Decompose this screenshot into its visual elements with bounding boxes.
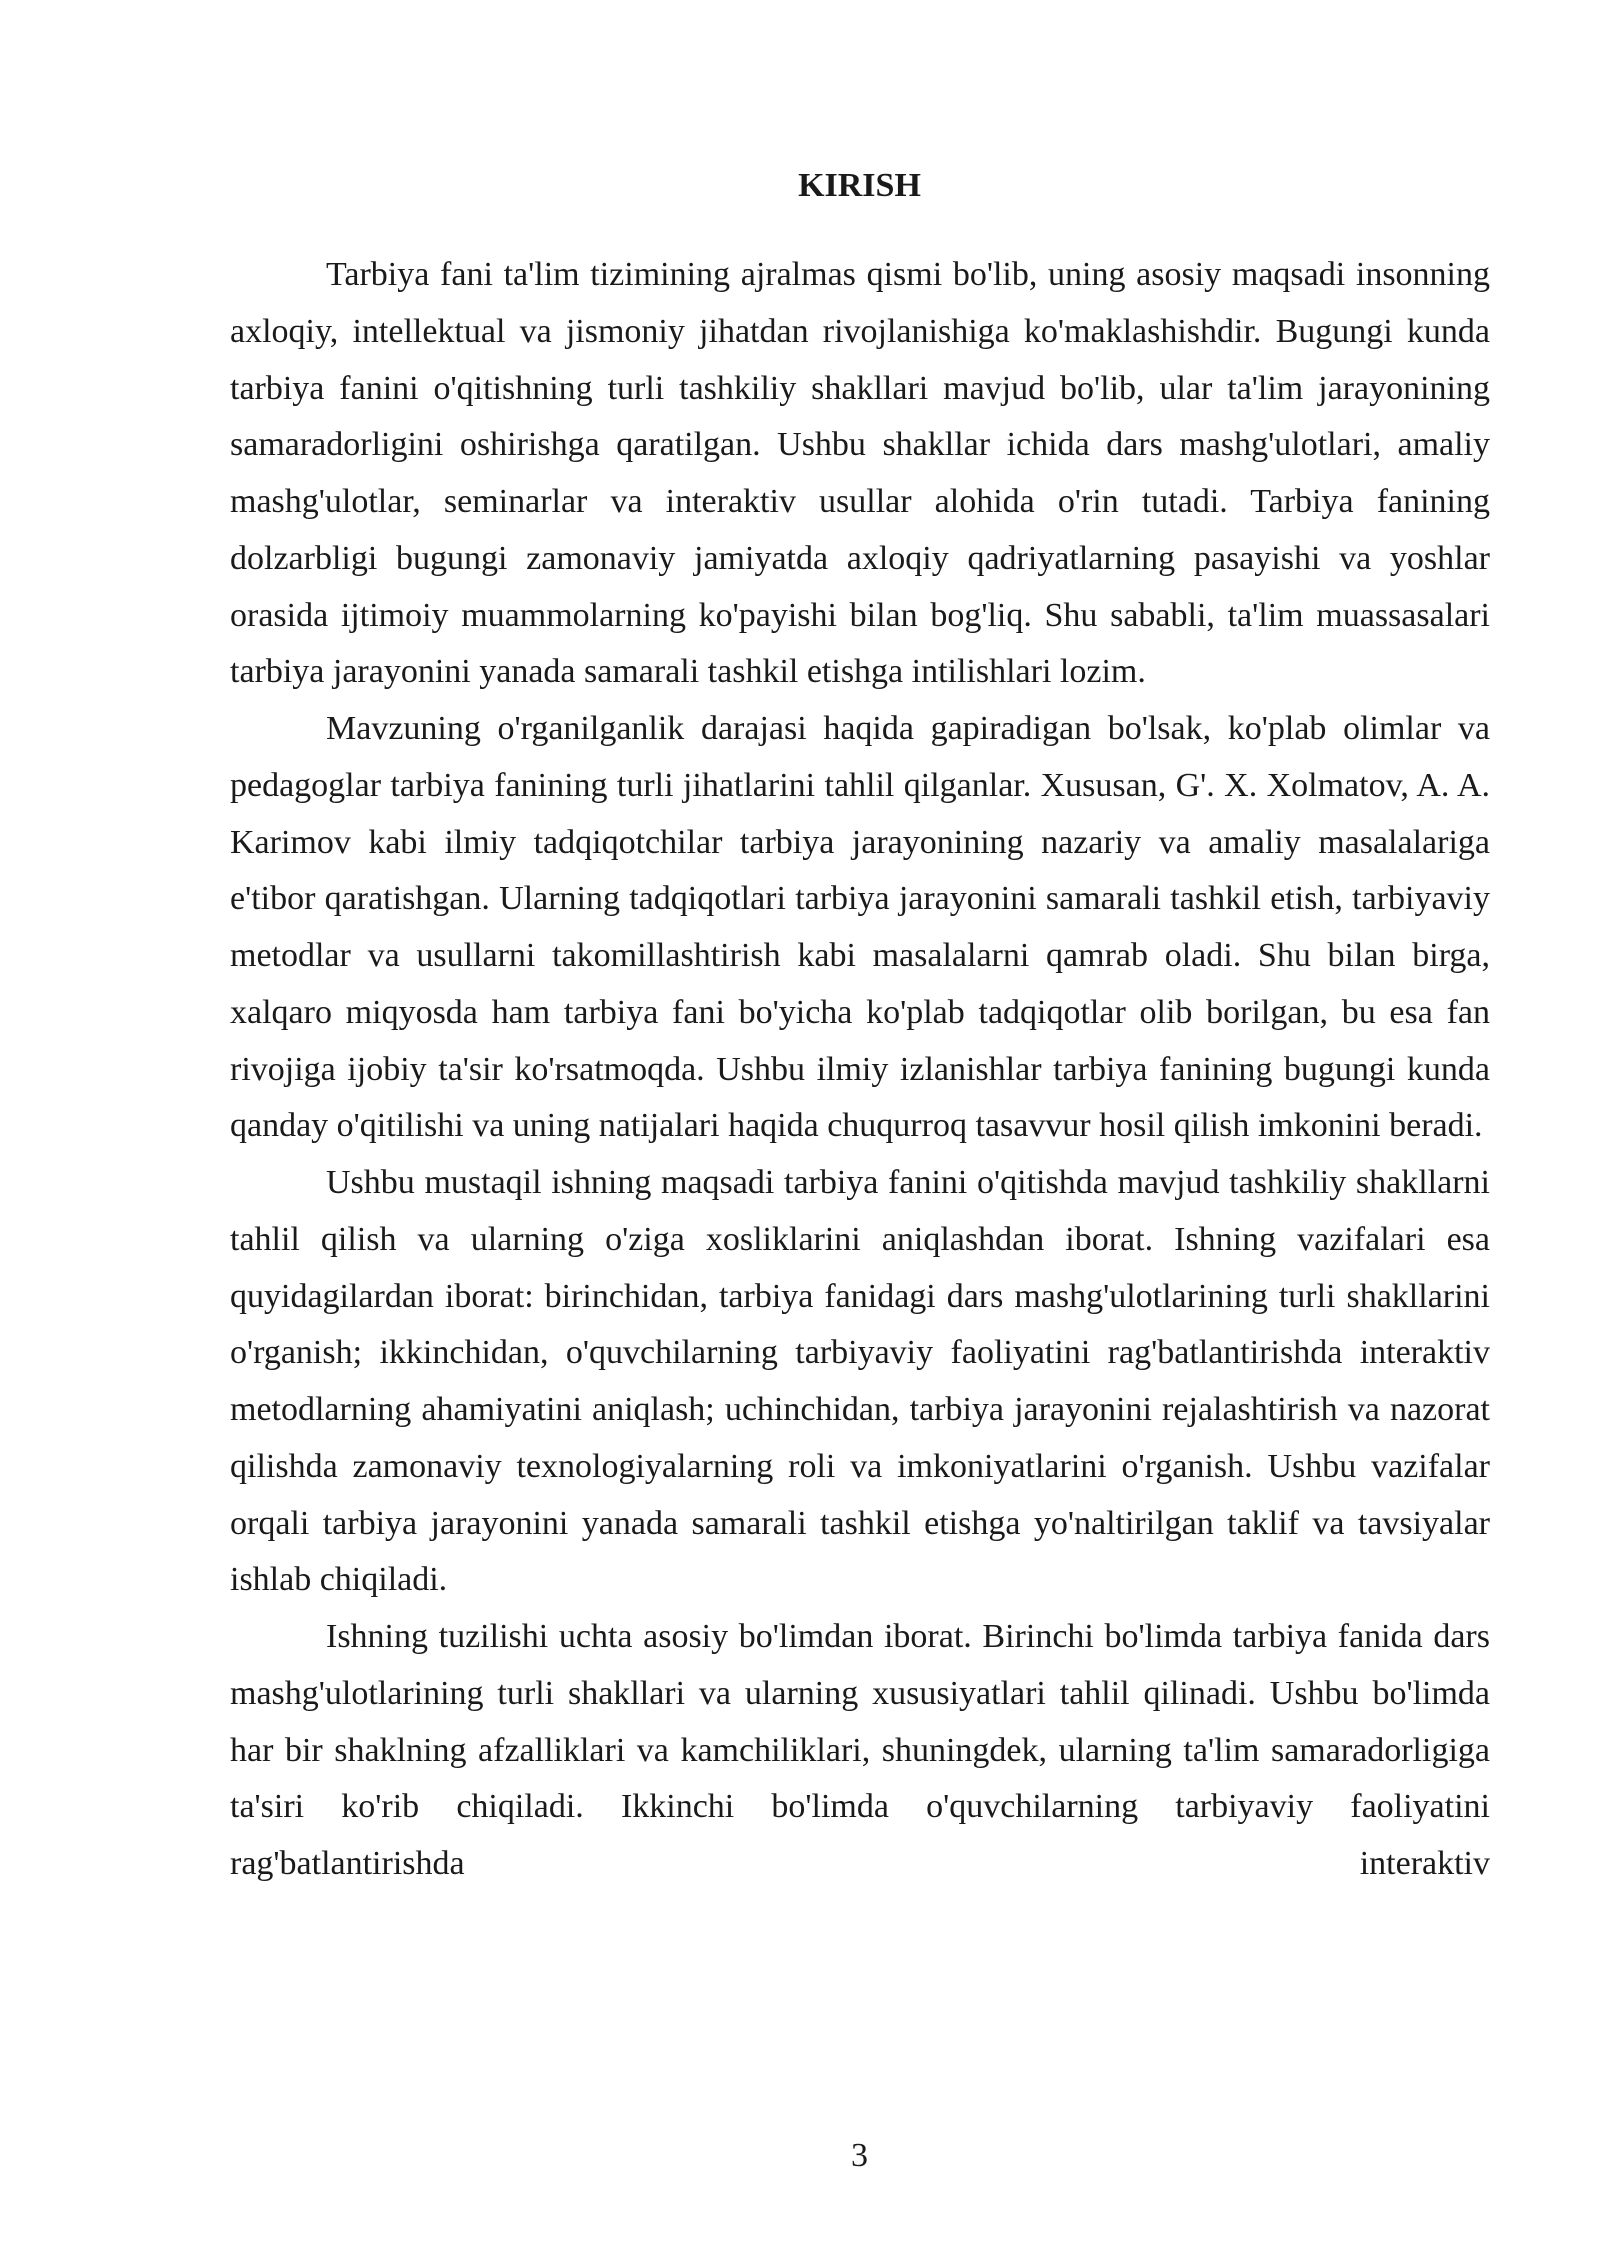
paragraph-aims-and-tasks: Ushbu mustaqil ishning maqsadi tarbiya fanini o'qitishda mavjud tashkiliy shakllarni tahlil qilish va ularning o'ziga xosliklarini aniqlashdan iborat. Ishning vazifalari esa quyidagilardan iborat: birinchidan, tarbiya fanidagi dars mashg'ulotlarining turli shakllarini o'rganish; ikkinchidan, o'quvchilarning tarbiyaviy faoliyatini rag'batlantirishda interaktiv metodlarning ahamiyatini aniqlash; uchinchidan, tarbiya jarayonini rejalashtirish va nazorat qilishda zamonaviy texnologiyalarning roli va imkoniyatlarini o'rganish. Ushbu vazifalar orqali tarbiya jarayonini yanada samarali tashkil etishga yo'naltirilgan taklif va tavsiyalar ishlab chiqiladi. (230, 1164, 1490, 1599)
paragraph-intro: Tarbiya fani ta'lim tizimining ajralmas qismi bo'lib, uning asosiy maqsadi insonning axloqiy, intellektual va jismoniy jihatdan rivojlanishiga ko'maklashishdir. Bugungi kunda tarbiya fanini o'qitishning turli tashkiliy shakllari mavjud bo'lib, ular ta'lim jarayonining samaradorligini oshirishga qaratilgan. Ushbu shakllar ichida dars mashg'ulotlari, amaliy mashg'ulotlar, seminarlar va interaktiv usullar alohida o'rin tutadi. Tarbiya fanining dolzarbligi bugungi zamonaviy jamiyatda axloqiy qadriyatlarning pasayishi va yoshlar orasida ijtimoiy muammolarning ko'payishi bilan bog'liq. Shu sababli, ta'lim muassasalari tarbiya jarayonini yanada samarali tashkil etishga intilishlari lozim. (230, 256, 1490, 691)
body-text (230, 247, 1490, 1893)
paragraph-literature-review: Mavzuning o'rganilganlik darajasi haqida gapiradigan bo'lsak, ko'plab olimlar va pedagoglar tarbiya fanining turli jihatlarini tahlil qilganlar. Xususan, G'. X. Xolmatov, A. A. Karimov kabi ilmiy tadqiqotchilar tarbiya jarayonining nazariy va amaliy masalalariga e'tibor qaratishgan. Ularning tadqiqotlari tarbiya jarayonini samarali tashkil etish, tarbiyaviy metodlar va usullarni takomillashtirish kabi masalalarni qamrab oladi. Shu bilan birga, xalqaro miqyosda ham tarbiya fani bo'yicha ko'plab tadqiqotlar olib borilgan, bu esa fan rivojiga ijobiy ta'sir ko'rsatmoqda. Ushbu ilmiy izlanishlar tarbiya fanining bugungi kunda qanday o'qitilishi va uning natijalari haqida chuqurroq tasavvur hosil qilish imkonini beradi. (230, 710, 1490, 1145)
page-number: 3 (851, 2137, 868, 2174)
paragraph-structure: Ishning tuzilishi uchta asosiy bo'limdan iborat. Birinchi bo'limda tarbiya fanida dars mashg'ulotlarining turli shakllari va ularning xususiyatlari tahlil qilinadi. Ushbu bo'limda har bir shaklning afzalliklari va kamchiliklari, shuningdek, ularning ta'lim samaradorligiga ta'siri ko'rib chiqiladi. Ikkinchi bo'limda o'quvchilarning tarbiyaviy faoliyatini rag'batlantirishda interaktiv (230, 1618, 1490, 1882)
section-title: KIRISH (798, 167, 921, 204)
